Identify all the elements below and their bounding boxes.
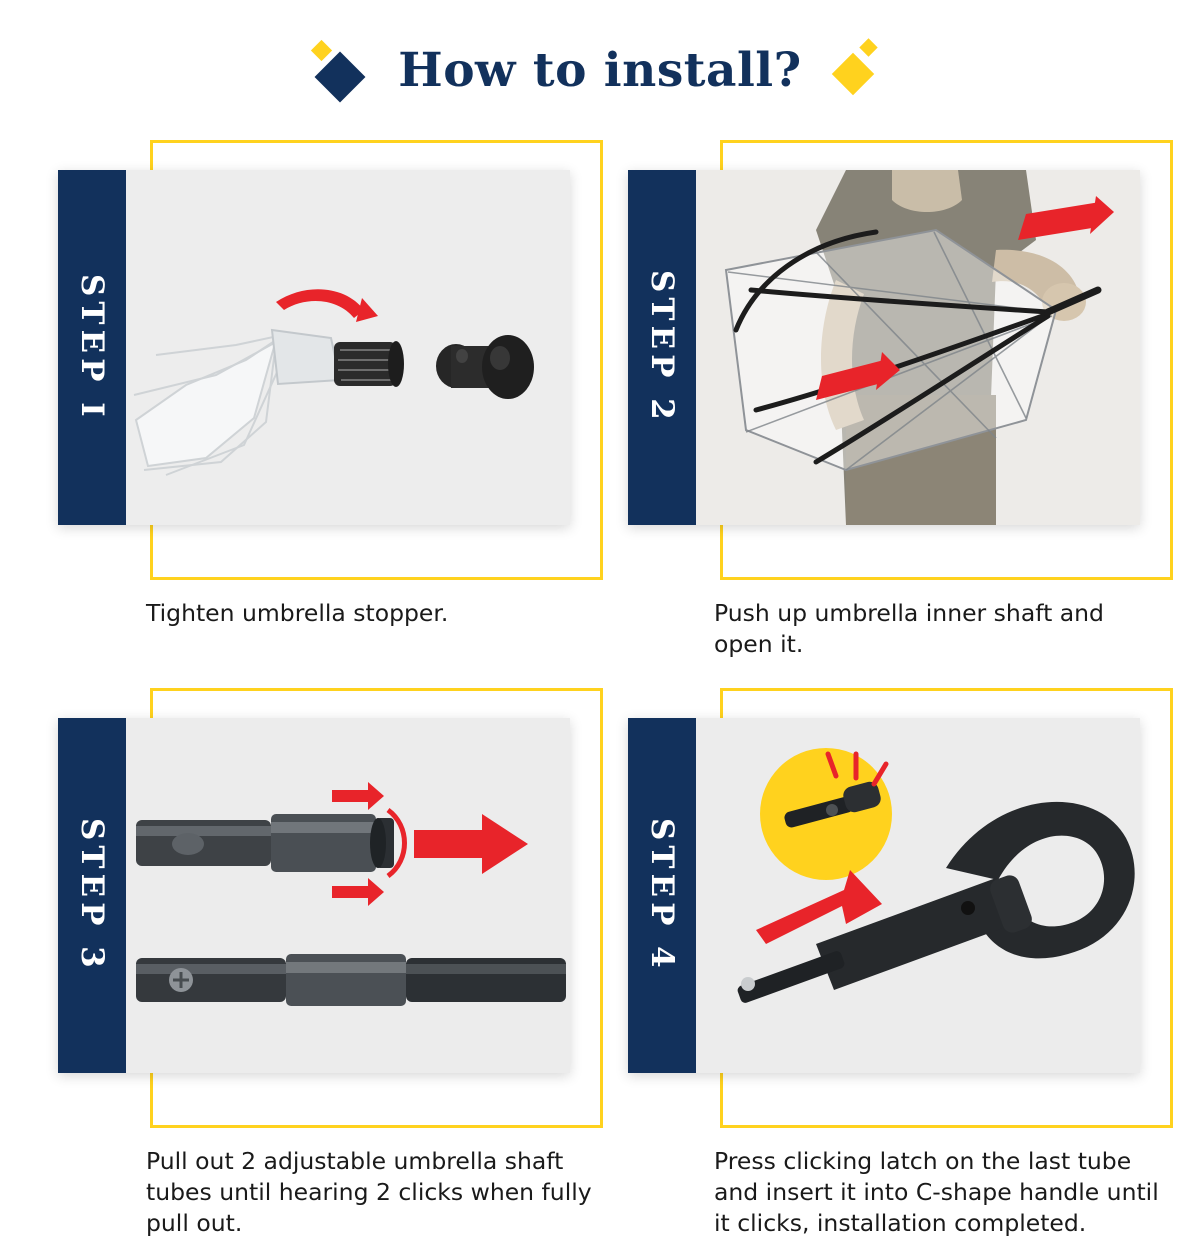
step-caption-1: Tighten umbrella stopper.	[146, 599, 449, 627]
step-label-text: STEP I	[74, 273, 110, 422]
step-photo-card-3	[58, 718, 570, 1073]
c-handle-latch-illustration	[696, 718, 1140, 1073]
step-image-4	[696, 718, 1140, 1073]
step-frame-2	[628, 140, 1173, 580]
step-photo-card-2	[628, 170, 1140, 525]
step-image-1	[126, 170, 570, 525]
step-card-4	[628, 688, 1173, 1239]
step-caption-4: Press clicking latch on the last tube and insert it into C-shape handle until it clicks, installation completed.	[714, 1147, 1159, 1238]
step-caption-2: Push up umbrella inner shaft and open it.	[714, 599, 1104, 659]
step-frame-3	[58, 688, 603, 1128]
shaft-tubes-illustration	[126, 718, 570, 1073]
step-card-3	[58, 688, 603, 1239]
step-frame-4	[628, 688, 1173, 1128]
step-label-4	[628, 718, 696, 1073]
yellow-diamond-icon	[828, 37, 886, 103]
step-label-2	[628, 170, 696, 525]
step-frame-1	[58, 140, 603, 580]
umbrella-stopper-illustration	[126, 170, 570, 525]
title-group	[314, 37, 885, 103]
step-label-text: STEP 3	[74, 818, 110, 973]
step-image-2	[696, 170, 1140, 525]
navy-diamond-icon	[314, 37, 372, 103]
open-umbrella-person-illustration	[696, 170, 1140, 525]
step-photo-card-1	[58, 170, 570, 525]
step-image-3	[126, 718, 570, 1073]
step-card-2	[628, 140, 1173, 660]
page-header	[0, 0, 1200, 140]
page-title: How to install?	[398, 42, 802, 98]
step-label-text: STEP 4	[644, 818, 680, 973]
steps-grid	[0, 140, 1200, 1239]
step-label-3	[58, 718, 126, 1073]
step-label-1	[58, 170, 126, 525]
step-photo-card-4	[628, 718, 1140, 1073]
step-card-1	[58, 140, 603, 660]
step-label-text: STEP 2	[644, 270, 680, 425]
step-caption-3: Pull out 2 adjustable umbrella shaft tubes until hearing 2 clicks when fully pull out.	[146, 1147, 592, 1238]
